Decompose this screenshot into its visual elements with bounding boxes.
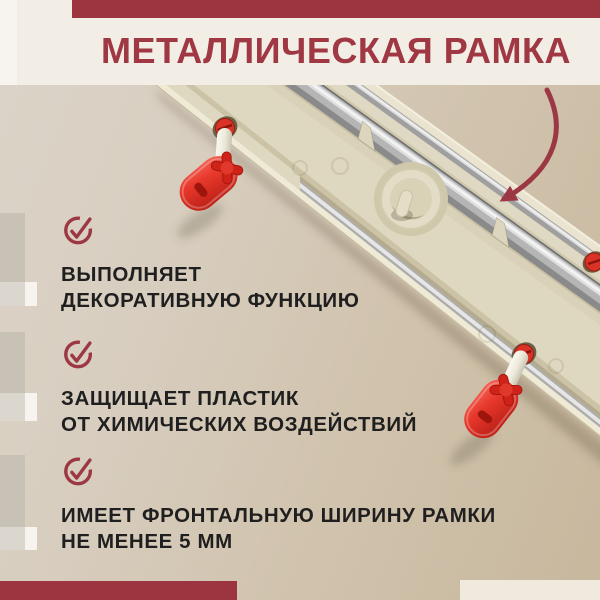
check-circle-icon [62,212,96,246]
drain-outlet [374,162,448,236]
decor-light-block [0,393,37,421]
top-red-bar [72,0,600,18]
decor-light-block [0,527,37,550]
feature-item-decorative-function [61,212,359,314]
check-circle-icon [62,336,96,370]
feature-item-protects-plastic [61,336,417,438]
check-circle-icon [62,453,96,487]
decor-gray-block [0,455,25,527]
decor-gray-block [0,332,25,393]
page-title: МЕТАЛЛИЧЕСКАЯ РАМКА [100,30,571,71]
feature-text-line: ВЫПОЛНЯЕТ [61,263,202,286]
feature-item-frame-width [61,453,496,555]
feature-text-line: ИМЕЕТ ФРОНТАЛЬНУЮ ШИРИНУ РАМКИ [61,504,496,527]
bottom-red-bar [0,581,237,600]
decor-gray-block [0,213,25,282]
corner-light-strip [0,0,17,85]
feature-text-line: НЕ МЕНЕЕ 5 ММ [61,530,233,553]
feature-text-line: ОТ ХИМИЧЕСКИХ ВОЗДЕЙСТВИЙ [61,413,418,436]
feature-text-line: ЗАЩИЩАЕТ ПЛАСТИК [61,387,299,410]
bottom-cream-block [460,580,600,600]
feature-text-line: ДЕКОРАТИВНУЮ ФУНКЦИЮ [61,289,360,312]
decor-light-block [0,282,37,306]
